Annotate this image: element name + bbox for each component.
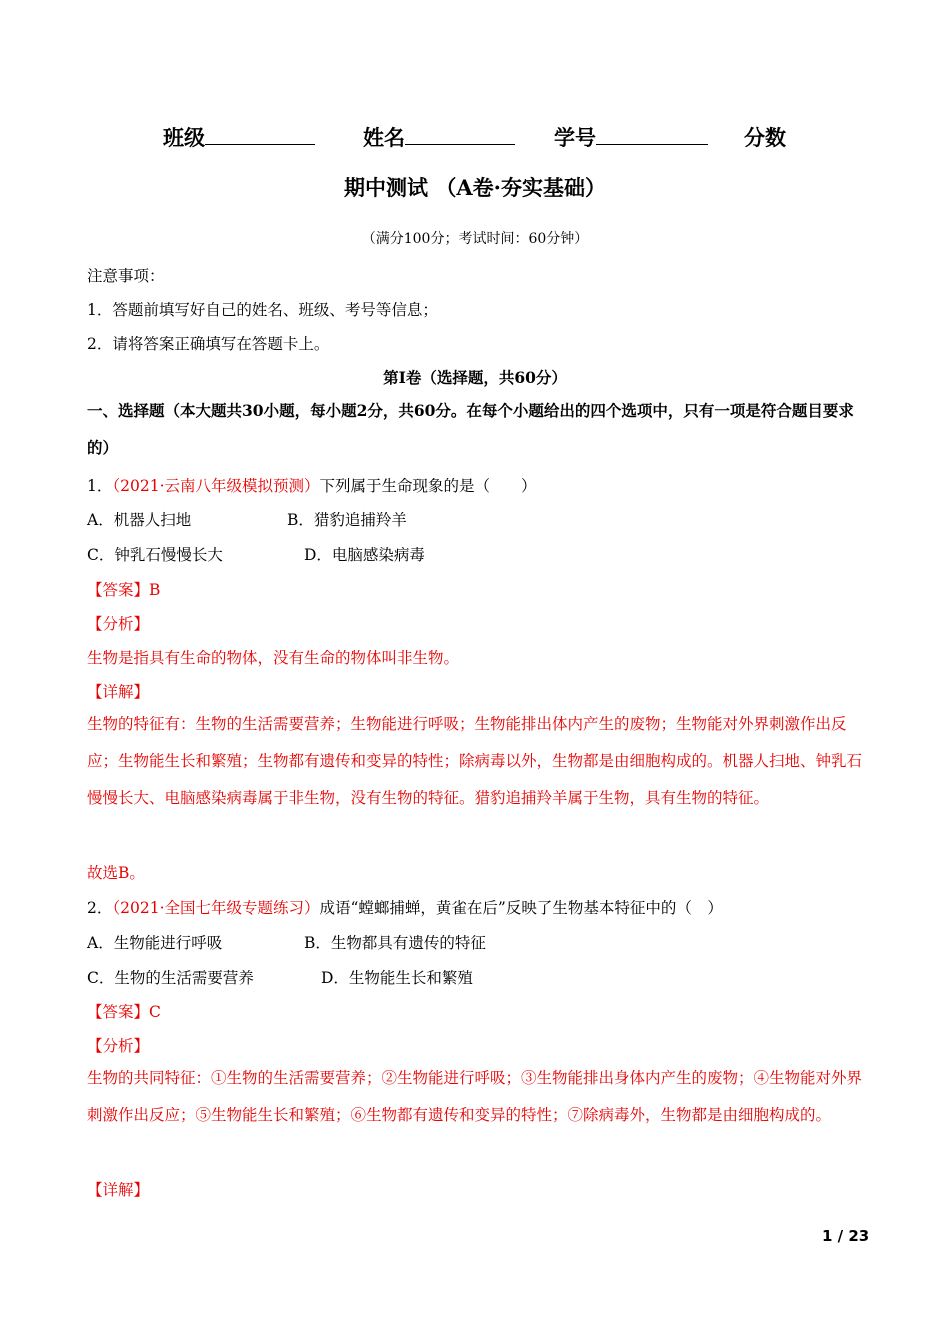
score-field	[744, 122, 786, 152]
name-blank	[405, 122, 515, 145]
analysis-text: 生物是指具有生命的物体，没有生命的物体叫非生物。	[87, 649, 460, 667]
option-c: C．生物的生活需要营养	[87, 969, 254, 987]
option-b: B．生物都具有遗传的特征	[304, 934, 486, 952]
detail-label: 【详解】	[87, 683, 150, 701]
question-1-stem-line	[87, 474, 537, 496]
class-label: 班级	[163, 125, 205, 150]
analysis-text: 生物的共同特征：①生物的生活需要营养；②生物能进行呼吸；③生物能排出身体内产生的废物；④生物能对外界刺激作出反应；⑤生物能生长和繁殖；⑥生物都有遗传和变异的特性；⑦除病毒外，生物都是由细胞构成的。	[87, 1069, 863, 1124]
question-stem: 成语“螳螂捕蝉，黄雀在后”反映了生物基本特征中的（ ）	[319, 899, 723, 917]
option-c: C．钟乳石慢慢长大	[87, 546, 223, 564]
question-number: 2．	[87, 899, 113, 917]
note-item: 2．请将答案正确填写在答题卡上。	[87, 335, 330, 353]
notes-heading: 注意事项：	[87, 267, 165, 285]
student-id-blank	[596, 122, 708, 145]
question-source: （2021·全国七年级专题练习）	[112, 899, 320, 917]
page-number: 1 / 23	[822, 1227, 870, 1245]
detail-label: 【详解】	[87, 1181, 150, 1199]
note-item: 1．答题前填写好自己的姓名、班级、考号等信息；	[87, 301, 438, 319]
answer-label: 【答案】	[87, 1003, 150, 1021]
answer-line	[87, 1000, 161, 1022]
analysis-label: 【分析】	[87, 615, 150, 633]
option-b: B．猎豹追捕羚羊	[287, 511, 407, 529]
conclusion-text: 故选B。	[87, 864, 145, 882]
class-blank	[205, 122, 315, 145]
answer-line	[87, 578, 160, 600]
name-label: 姓名	[363, 125, 405, 150]
student-id-field	[554, 122, 708, 152]
student-id-label: 学号	[554, 125, 596, 150]
option-a: A．生物能进行呼吸	[87, 934, 223, 952]
answer-value: C	[149, 1003, 161, 1021]
question-source: （2021·云南八年级模拟预测）	[112, 477, 320, 495]
option-d: D．生物能生长和繁殖	[321, 969, 473, 987]
name-field	[363, 122, 515, 152]
section-title: 第I卷（选择题，共60分）	[383, 368, 567, 387]
question-2-stem-line	[87, 896, 723, 918]
question-number: 1．	[87, 477, 113, 495]
part-heading: 一、选择题（本大题共30小题，每小题2分，共60分。在每个小题给出的四个选项中，只有一项是符合题目要求的）	[87, 401, 854, 457]
question-stem: 下列属于生命现象的是（ ）	[319, 477, 537, 495]
option-a: A．机器人扫地	[87, 511, 192, 529]
analysis-label: 【分析】	[87, 1037, 150, 1055]
detail-text: 生物的特征有：生物的生活需要营养；生物能进行呼吸；生物能排出体内产生的废物；生物能对外界刺激作出反应；生物能生长和繁殖；生物都有遗传和变异的特性；除病毒以外，生物都是由细胞构成的。机器人扫地、钟乳石慢慢长大、电脑感染病毒属于非生物，没有生物的特征。猎豹追捕羚羊属于生物，具有生物的特征。	[87, 715, 863, 807]
exam-subtitle: （满分100分；考试时间：60分钟）	[361, 231, 589, 247]
exam-title: 期中测试 （A卷·夯实基础）	[344, 175, 606, 200]
score-label: 分数	[744, 125, 786, 150]
answer-value: B	[149, 581, 161, 599]
class-field	[163, 122, 315, 152]
answer-label: 【答案】	[87, 581, 150, 599]
option-d: D．电脑感染病毒	[304, 546, 425, 564]
